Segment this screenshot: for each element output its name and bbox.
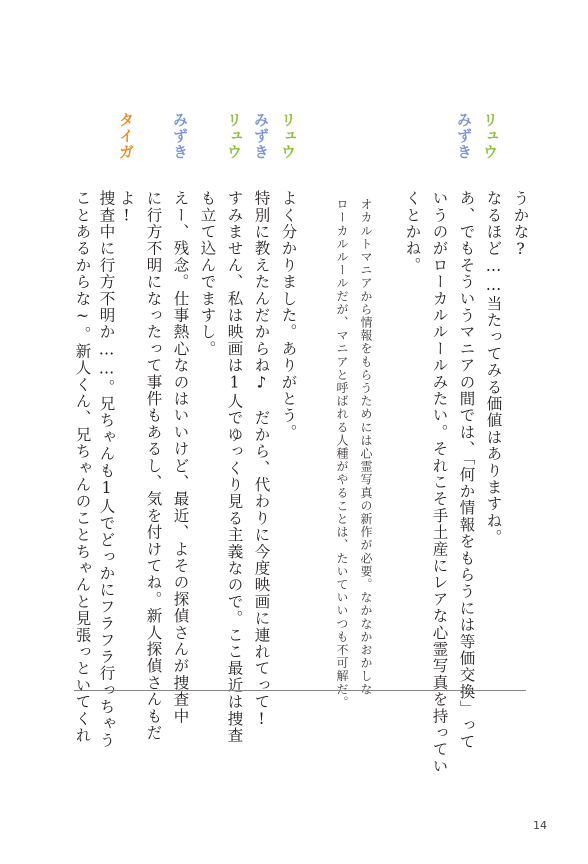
dialogue-line: くとかね。 [403, 190, 422, 274]
speaker-ryuu: リュウ [279, 112, 297, 160]
dialogue-line: すみません、私は映画は1人でゆっくり見る主義なので。ここ最近は捜査 [225, 190, 244, 744]
speaker-ryuu: リュウ [225, 112, 243, 160]
dialogue-line: うかな? [511, 190, 530, 260]
dialogue-line: なるほど……当たってみる価値はありますね。 [484, 190, 503, 546]
dialogue-line: いうのがローカルルールみたい。それこそ手土産にレアな心霊写真を持ってい [430, 190, 449, 775]
dialogue-line: よく分かりました。ありがとう。 [279, 190, 298, 441]
speaker-mizuki: みずき [252, 112, 270, 160]
dialogue-line: よ! [117, 190, 136, 226]
dialogue-line: に行方不明になったって事件もあるし、気を付けてね。新人探偵さんもだ [144, 190, 163, 742]
speaker-ryuu: リュウ [481, 112, 499, 160]
speaker-mizuki: みずき [455, 112, 473, 160]
dialogue-line: 捜査中に行方不明か……。兄ちゃんも1人でどっかにフラフラ行っちゃう [97, 190, 116, 749]
dialogue-line: ことあるからな~。新人くん、兄ちゃんのことちゃんと見張っといてくれ [73, 190, 92, 744]
page-number: 14 [533, 819, 547, 832]
speaker-mizuki: みずき [171, 112, 189, 160]
narration-note: ローカルルールだが、マニアと呼ばれる人種がやることは、たいていいつも不可解だ。 [335, 198, 349, 709]
dialogue-line: も立て込んでますし。 [198, 190, 217, 357]
narration-note: オカルトマニアから情報をもらうためには心霊写真の新作が必要。なかなかおかしな [359, 198, 373, 696]
speaker-taiga: タイガ [117, 112, 135, 160]
dialogue-line: 特別に教えたんだからね♪ だから、代わりに今度映画に連れてって! [252, 190, 271, 730]
dialogue-line: えー、残念。仕事熱心なのはいいけど、最近、よその探偵さんが捜査中 [171, 190, 190, 725]
bottom-rule [74, 690, 526, 691]
dialogue-line: あ、でもそういうマニアの間では、「何か情報をもらうには等価交換」って [457, 190, 476, 751]
